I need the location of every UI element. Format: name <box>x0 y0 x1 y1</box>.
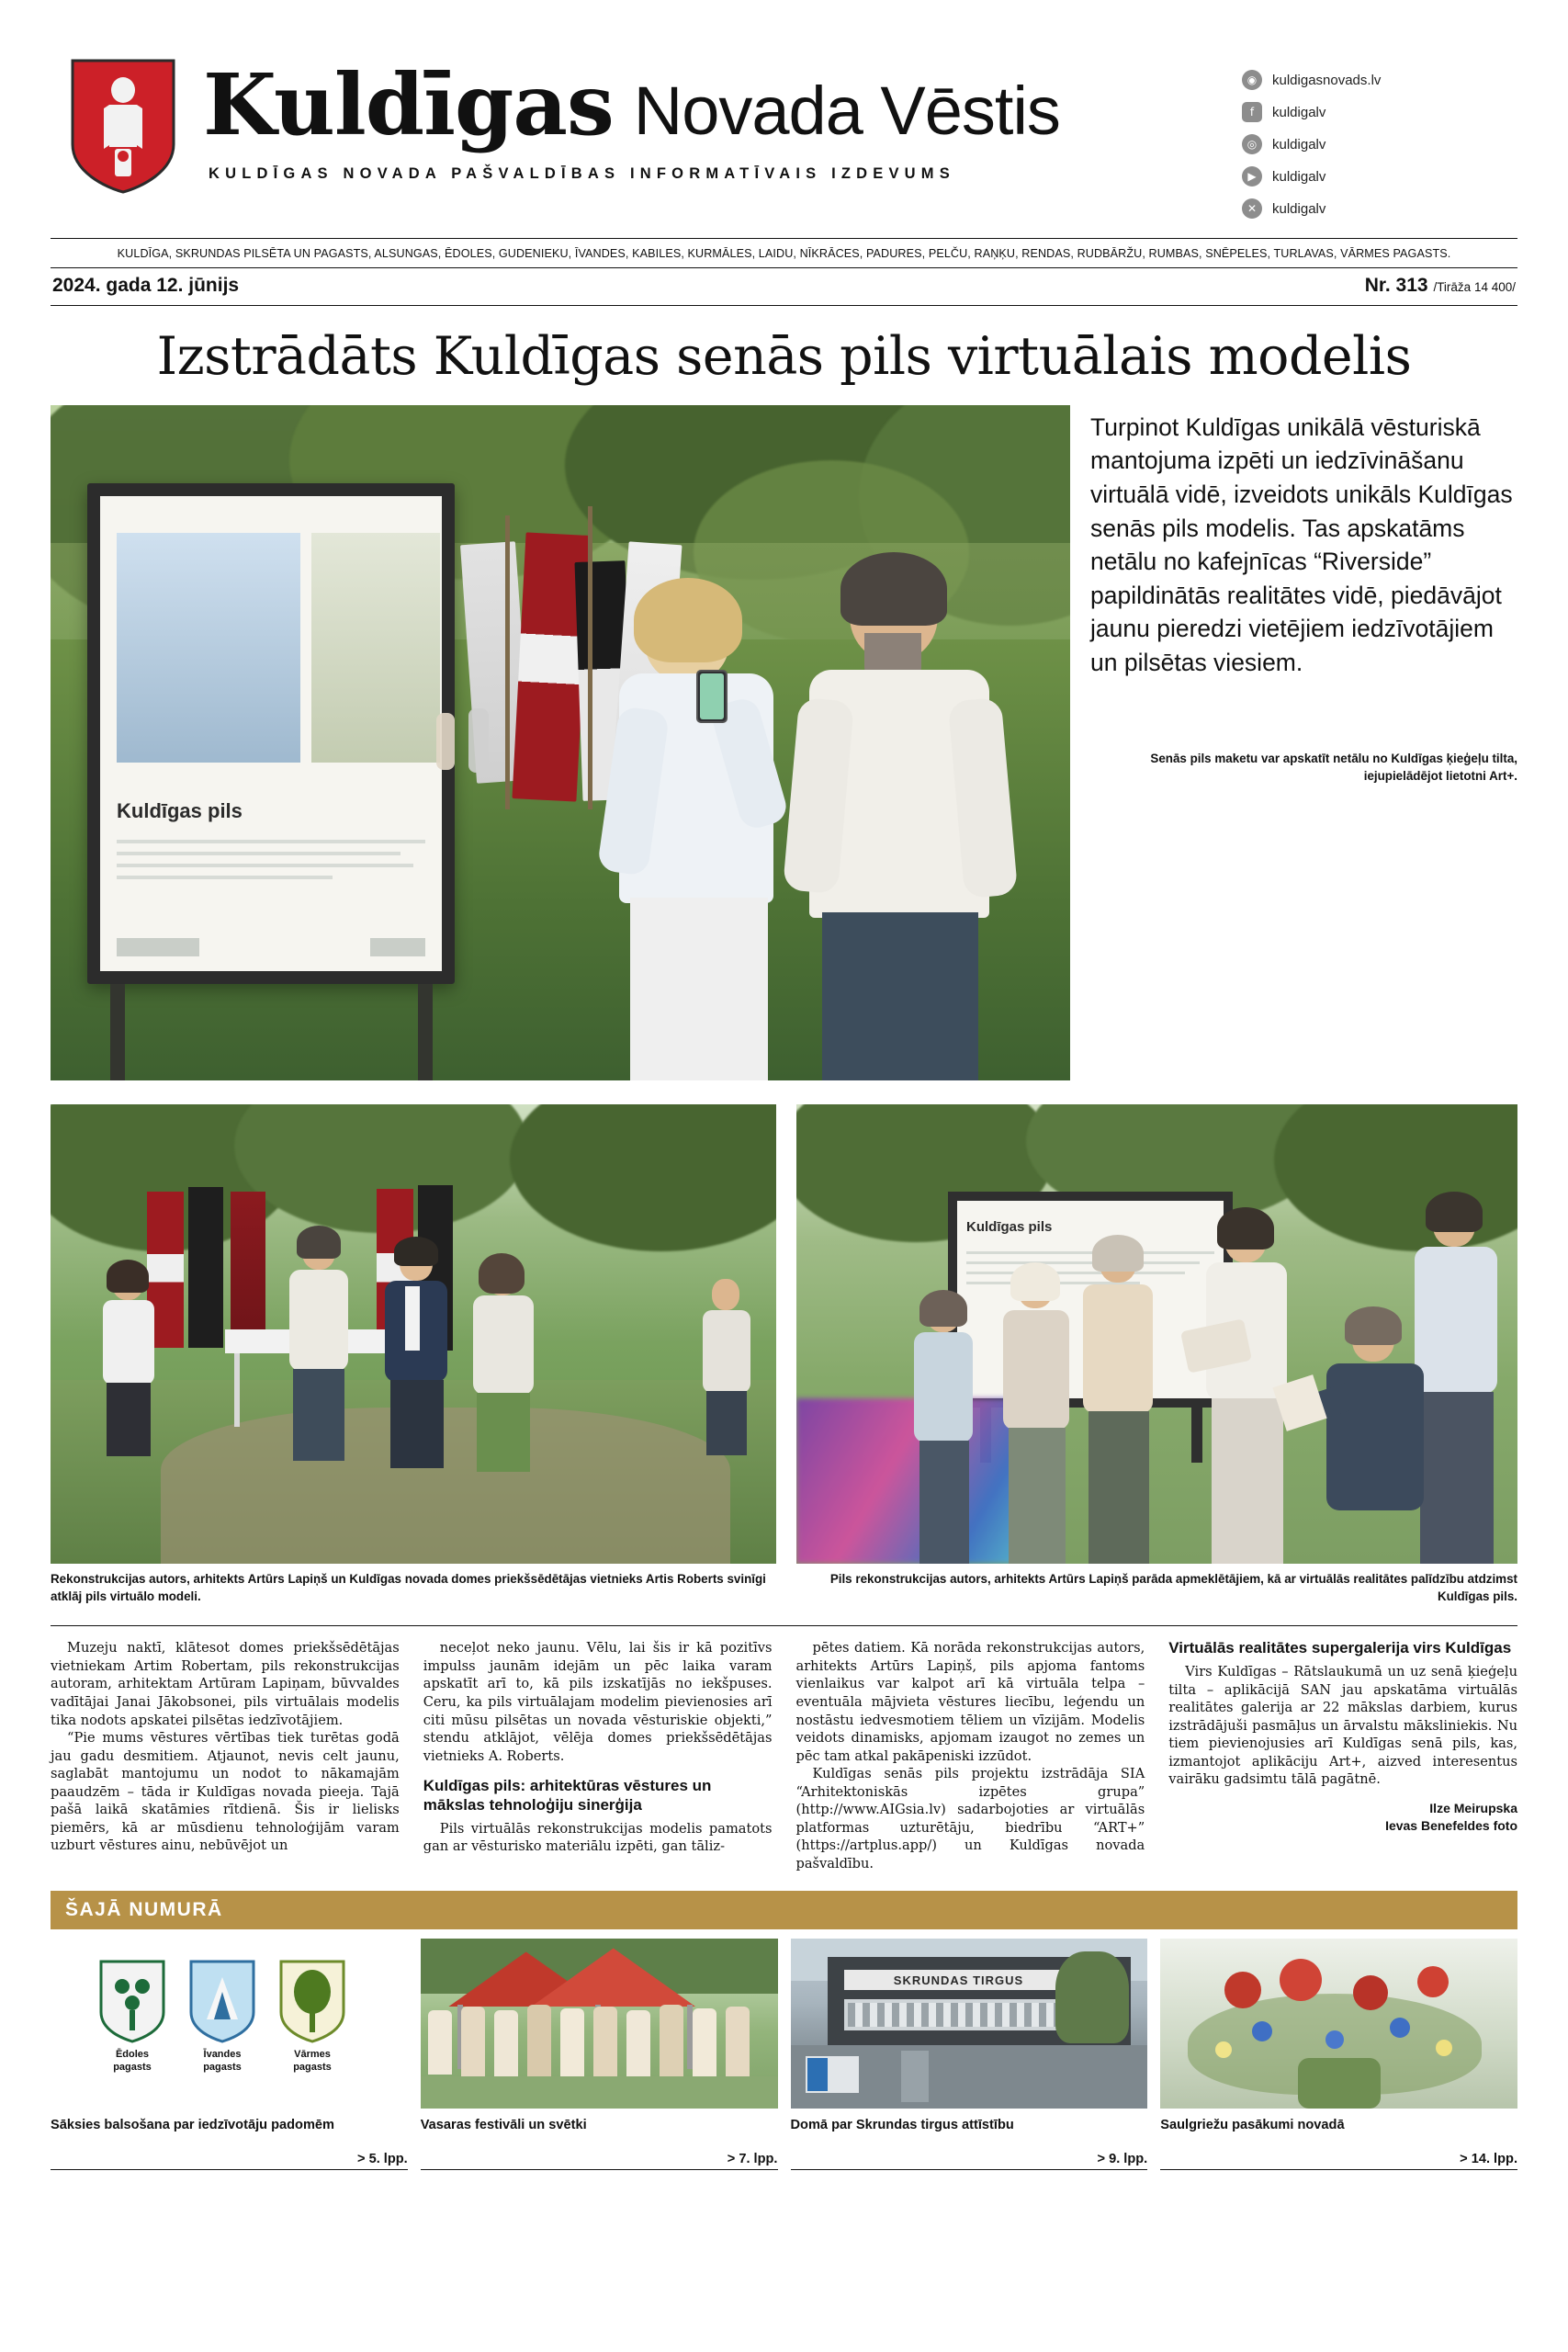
teaser-title: Saulgriežu pasākumi novadā <box>1160 2118 1345 2133</box>
photo-caption-3: Pils rekonstrukcijas autors, arhitekts Artūrs Lapiņš parāda apmeklētājiem, kā ar virtuālās realitātes palīdzību atdzimst Kuldīgas pils. <box>829 1571 1517 1603</box>
article-subheading: Kuldīgas pils: arhitektūras vēstures un mākslas tehnoloģiju sinerģija <box>423 1777 712 1814</box>
globe-icon: ◉ <box>1242 70 1262 90</box>
teaser-title: Domā par Skrundas tirgus attīstību <box>790 2118 1014 2133</box>
divider-dateline <box>51 305 1517 306</box>
photo-visitors <box>796 1104 1517 1564</box>
social-link-facebook[interactable] <box>1242 102 1517 122</box>
paragraph: Muzeju naktī, klātesot domes priekšsēdētājas vietniekam Artim Robertam, pils rekonstrukcijas autoram, arhitektam Artūram Lapiņam, būvvaldes vadītājai Janai Jākobsonei, pils virtuālais modelis tika nodots apskatei pilsētas iedzīvotājiem. <box>51 1640 400 1728</box>
teaser-midsummer[interactable] <box>1160 1939 1517 2170</box>
parish-list: KULDĪGA, SKRUNDAS PILSĒTA UN PAGASTS, ALSUNGAS, ĒDOLES, GUDENIEKU, ĪVANDES, KABILES, KURMĀLES, LAIDU, NĪKRĀCES, PADURES, PELČU, RAŅĶU, RENDAS, RUDBĀRŽU, RUMBAS, SNĒPELES, TURLAVAS, VĀRMES PAGASTS. <box>117 247 1451 260</box>
hero-section <box>51 405 1517 1080</box>
teaser-page[interactable]: > 14. lpp. <box>1160 2152 1517 2170</box>
teaser-image-coats <box>51 1939 408 2109</box>
article-body <box>51 1625 1517 1872</box>
teaser-summer-festivals[interactable] <box>421 1939 778 2170</box>
issue-circulation: /Tirāža 14 400/ <box>1433 280 1516 294</box>
paragraph: “Pie mums vēstures vērtības tiek turētas godā jau gadu desmitiem. Atjaunot, nevis celt jaunu, saglabāt mantojumu un nodot to nākamajām paaudzēm – tāda ir Kuldīgas novada pieeja. Tajā pašā laikā skatāmies rītdienā. Šis ir lielisks piemērs, kā ar mūsdienu tehnoloģijām varam uzburt vēstures ainu, nebūvējot un <box>51 1730 400 1854</box>
issue-number: Nr. 313 <box>1364 275 1428 296</box>
teaser-parish-vote[interactable] <box>51 1939 408 2170</box>
paragraph: Pils virtuālās rekonstrukcijas modelis pamatots gan ar vēsturisko materiālu izpēti, gan tāliz- <box>423 1820 773 1855</box>
masthead-title <box>177 57 1242 183</box>
paper-title-primary: Kuldīgas <box>203 55 614 154</box>
teaser-page[interactable]: > 5. lpp. <box>51 2152 408 2170</box>
photo-caption-2: Rekonstrukcijas autors, arhitekts Artūrs Lapiņš un Kuldīgas novada domes priekšsēdētājas vietnieks Artis Roberts svinīgi atklāj pils virtuālo modeli. <box>51 1571 766 1603</box>
paragraph: pētes datiem. Kā norāda rekonstrukcijas autors, arhitekts Artūrs Lapiņš, pils apjoma fantoms vienlaikus var kalpot arī kā virtuāla telpa – eventuāla mājvieta vēstures liecību, leģendu un nostāstu iedvesmotiem tēliem un vīzijām. Modelis veidots dinamisks, apjomam izaugot no zemes un pēc tam atkal pakāpeniski izzūdot. <box>795 1640 1145 1764</box>
teaser-image-festival <box>421 1939 778 2109</box>
article-subheading-2: Virtuālās realitātes supergalerija virs Kuldīgas <box>1168 1639 1512 1657</box>
facebook-icon: f <box>1242 102 1262 122</box>
coat-label-1: Ēdoles <box>115 2049 150 2061</box>
paper-title-secondary: Novada Vēstis <box>633 73 1060 149</box>
page-title: Izstrādāts Kuldīgas senās pils virtuālais modelis <box>156 326 1412 387</box>
twitter-icon: ✕ <box>1242 198 1262 219</box>
coat-label-3: Vārmes <box>294 2049 331 2061</box>
teaser-image-market <box>791 1939 1148 2109</box>
byline-author: Ilze Meirupska <box>1429 1800 1517 1815</box>
social-link-website[interactable] <box>1242 70 1517 90</box>
social-link-instagram[interactable] <box>1242 134 1517 154</box>
photo-opening-ceremony <box>51 1104 776 1564</box>
article-column-2 <box>423 1639 773 1872</box>
masthead-subtitle: KULDĪGAS NOVADA PAŠVALDĪBAS INFORMATĪVAIS IZDEVUMS <box>209 165 955 182</box>
social-link-twitter[interactable] <box>1242 198 1517 219</box>
article-column-4 <box>1168 1639 1517 1872</box>
coat-of-arms-icon <box>69 57 177 195</box>
instagram-icon: ◎ <box>1242 134 1262 154</box>
info-board <box>87 483 455 984</box>
dateline <box>51 268 1517 305</box>
social-link-youtube[interactable] <box>1242 166 1517 187</box>
social-label-facebook: kuldigalv <box>1272 104 1326 120</box>
byline-photo: Ievas Benefeldes foto <box>1385 1817 1517 1833</box>
coat-sublabel-3: pagasts <box>293 2061 332 2073</box>
teaser-row <box>51 1939 1517 2170</box>
market-sign: SKRUNDAS TIRGUS <box>844 1970 1074 1990</box>
coat-sublabel-1: pagasts <box>113 2061 152 2073</box>
teaser-title: Vasaras festivāli un svētki <box>420 2118 587 2133</box>
info-board-title: Kuldīgas pils <box>117 798 243 822</box>
social-links <box>1242 57 1517 231</box>
coat-sublabel-2: pagasts <box>203 2061 242 2073</box>
paragraph: Kuldīgas senās pils projektu izstrādāja SIA “Arhitektoniskās izpētes grupa” (http://www.AIGsia.lv) sadarbojoties ar virtuālās platformas uzturētāju, biedrību “ART+” (https://artplus.app/) un Kuldīgas novada pašvaldību. <box>795 1766 1145 1871</box>
person-man <box>785 561 1015 1080</box>
social-label-twitter: kuldigalv <box>1272 200 1326 217</box>
article-column-1 <box>51 1639 400 1872</box>
lead-paragraph: Turpinot Kuldīgas unikālā vēsturiskā mantojuma izpēti un iedzīvināšanu virtuālā vidē, izveidots unikāls Kuldīgas senās pils modelis. Tas apskatāms netālu no kafejnīcas “Riverside” papildinātās realitātes vidē, piedāvājot jaunu pieredzi vietējiem iedzīvotājiem un pilsētas viesiem. <box>1090 413 1513 676</box>
social-label-website: kuldigasnovads.lv <box>1272 72 1382 88</box>
paragraph: neceļot neko jaunu. Vēlu, lai šis ir kā pozitīvs impulss jaunām idejām un pēc laika varam apskatīt arī to, kā pils izskatījās no iekšpuses. Ceru, ka pils virtuālajam modelim pievienosies arī citi mūsu pilsētas un novada vēsturiskie objekti,” stendu atklājot, vēlēja domes priekšsēdētājas vietnieks A. Roberts. <box>423 1640 773 1764</box>
info-board-title-2: Kuldīgas pils <box>966 1218 1053 1235</box>
teaser-page[interactable]: > 9. lpp. <box>791 2152 1148 2170</box>
hero-caption: Senās pils maketu var apskatīt netālu no Kuldīgas ķieģeļu tilta, iejupielādējot lietotni Art+. <box>1150 752 1517 784</box>
lead-column <box>1090 405 1517 1080</box>
masthead <box>51 0 1517 231</box>
article-column-3 <box>796 1639 1145 1872</box>
teaser-image-flowers <box>1160 1939 1517 2109</box>
social-label-youtube: kuldigalv <box>1272 168 1326 185</box>
teaser-title: Sāksies balsošana par iedzīvotāju padomēm <box>51 2118 335 2133</box>
person-woman <box>588 589 790 1080</box>
secondary-photos <box>51 1104 1517 1606</box>
youtube-icon: ▶ <box>1242 166 1262 187</box>
in-this-issue-bar: ŠAJĀ NUMURĀ <box>51 1891 1517 1929</box>
paragraph: Virs Kuldīgas – Rātslaukumā un uz senā ķieģeļu tilta – aplikācijā SAN jau apskatāma virtuālās realitātes galerija ar 22 mākslas darbiem, kurus izstrādājuši pasmāļus un ārvalstu māksliniekis. Nu tiem pievienojusies arī Kuldīgas senā pils, kas, izmantojot aplikāciju Art+, aizved interesentus vairāku gadsimtu tālā pagātnē. <box>1168 1664 1517 1788</box>
issue-date: 2024. gada 12. jūnijs <box>52 275 240 296</box>
coat-label-2: Īvandes <box>203 2049 242 2061</box>
social-label-instagram: kuldigalv <box>1272 136 1326 153</box>
teaser-page[interactable]: > 7. lpp. <box>421 2152 778 2170</box>
hero-photo <box>51 405 1070 1080</box>
teaser-skrunda-market[interactable] <box>791 1939 1148 2170</box>
